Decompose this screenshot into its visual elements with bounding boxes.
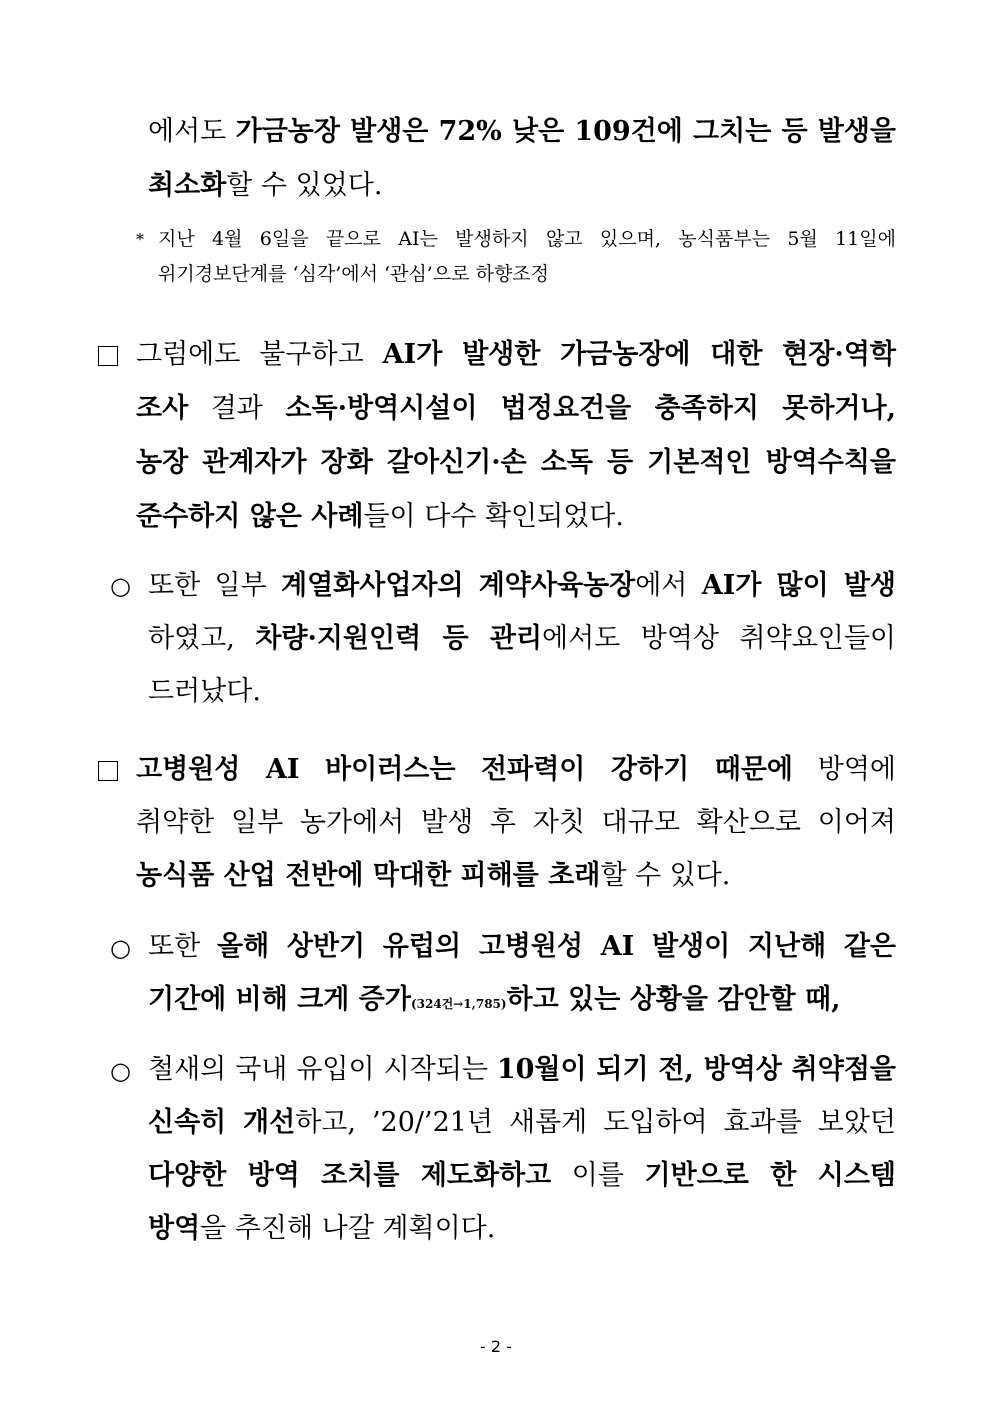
text-line: 철새의 국내 유입이 시작되는 10월이 되기 전, 방역상 취약점을 xyxy=(148,1054,896,1085)
section-2-bullet-2 xyxy=(148,1056,896,1242)
text-line: 취약한 일부 농가에서 발생 후 자칫 대규모 확산으로 이어져 xyxy=(136,807,896,838)
footnote-line: 지난 4월 6일을 끝으로 AI는 발생하지 않고 있으며, 농식품부는 5월 11일에 xyxy=(158,228,896,250)
text-line: 조사 결과 소독·방역시설이 법정요건을 충족하지 못하거나, xyxy=(136,393,896,424)
page-number: - 2 - xyxy=(480,1337,512,1356)
paragraph-continuation xyxy=(148,118,896,199)
checkbox-square-icon xyxy=(98,346,118,366)
section-1 xyxy=(136,341,896,530)
text-line: 고병원성 AI 바이러스는 전파력이 강하기 때문에 방역에 xyxy=(136,754,896,785)
section-2-bullet-1 xyxy=(148,933,896,1013)
section-2 xyxy=(136,756,896,889)
text-line: 기간에 비해 크게 증가(324건→1,785)하고 있는 상황을 감안할 때, xyxy=(148,984,841,1015)
text-line: 에서도 가금농장 발생은 72% 낮은 109건에 그치는 등 발생을 xyxy=(148,116,896,147)
text-line: 신속히 개선하고, ’20/’21년 새롭게 도입하여 효과를 보았던 xyxy=(148,1107,897,1138)
text-line: 다양한 방역 조치를 제도화하고 이를 기반으로 한 시스템 xyxy=(148,1160,896,1191)
text-line: 그럼에도 불구하고 AI가 발생한 가금농장에 대한 현장·역학 xyxy=(136,339,896,370)
circle-bullet-icon: ○ xyxy=(110,1057,131,1085)
text-line: 또한 일부 계열화사업자의 계약사육농장에서 AI가 많이 발생 xyxy=(148,570,897,601)
section-1-bullet xyxy=(148,572,896,705)
footnote-line: 위기경보단계를 ‘심각’에서 ‘관심’으로 하향조정 xyxy=(158,263,550,285)
text-line: 방역을 추진해 나갈 계획이다. xyxy=(148,1213,496,1244)
checkbox-square-icon xyxy=(98,761,118,781)
footnote xyxy=(136,230,896,284)
text-line: 농장 관계자가 장화 갈아신기·손 소독 등 기본적인 방역수칙을 xyxy=(136,447,896,478)
text-line: 드러났다. xyxy=(148,676,261,707)
text-line: 또한 올해 상반기 유럽의 고병원성 AI 발생이 지난해 같은 xyxy=(148,931,896,962)
footnote-marker: * xyxy=(136,230,144,249)
circle-bullet-icon: ○ xyxy=(110,572,131,600)
text-line: 하였고, 차량·지원인력 등 관리에서도 방역상 취약요인들이 xyxy=(148,623,896,654)
text-line: 준수하지 않은 사례들이 다수 확인되었다. xyxy=(136,501,624,532)
text-line: 농식품 산업 전반에 막대한 피해를 초래할 수 있다. xyxy=(136,860,731,891)
circle-bullet-icon: ○ xyxy=(110,934,131,962)
text-line: 최소화할 수 있었다. xyxy=(148,170,383,201)
